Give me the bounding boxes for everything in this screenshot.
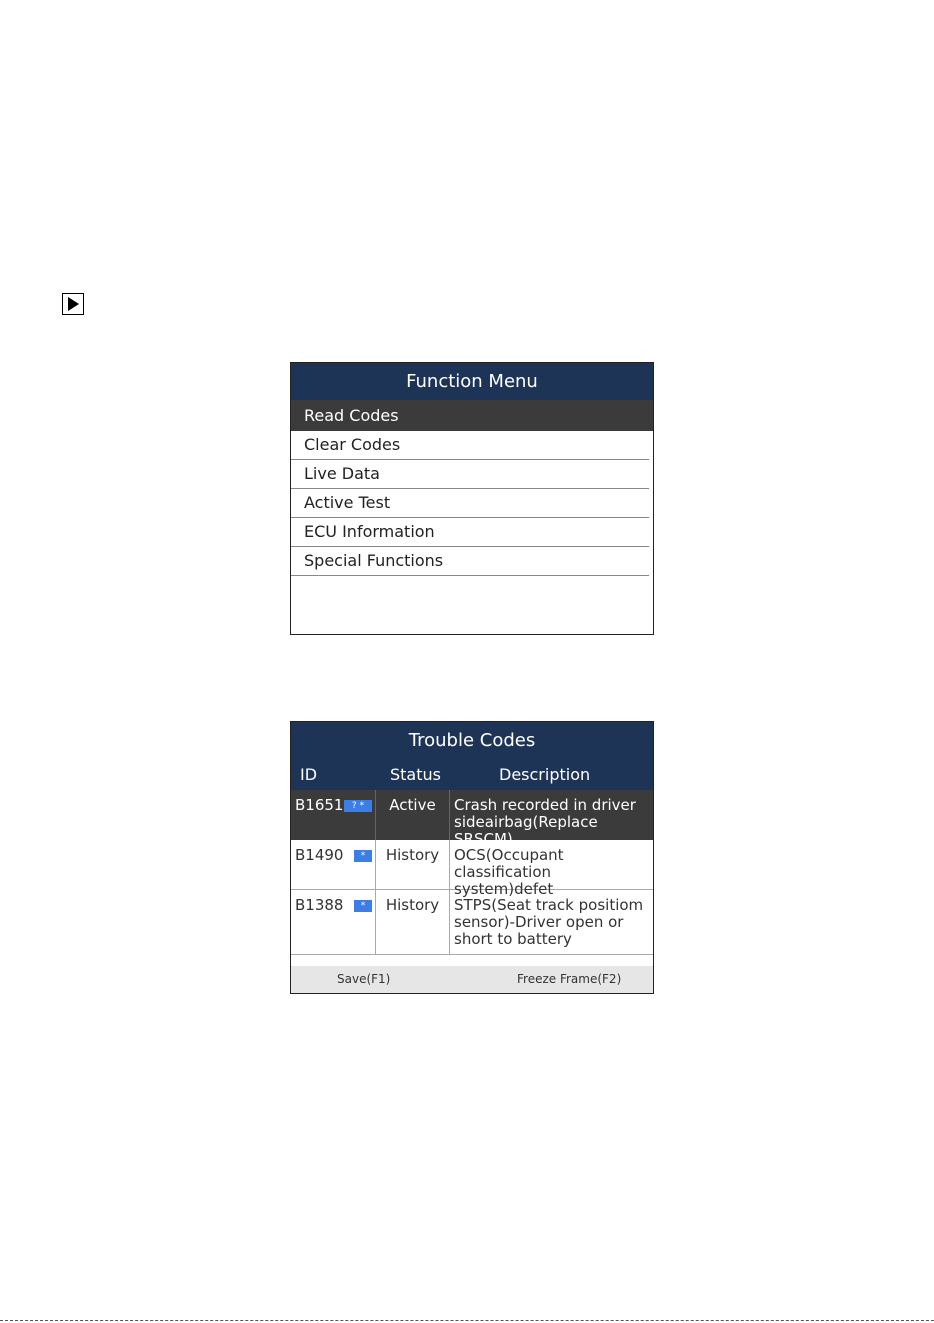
code-status: History [376,840,450,889]
table-row[interactable] [291,890,653,955]
menu-item-active-test[interactable]: Active Test [291,489,649,518]
description-line: Crash recorded in driver [454,796,636,814]
code-id: B1388 [295,896,344,914]
code-description [450,840,653,898]
play-bullet-icon [62,293,84,315]
function-key-bar [291,966,653,993]
column-header-status: Status [390,765,441,784]
menu-item-read-codes[interactable]: Read Codes [291,400,653,431]
code-id-cell [291,790,376,840]
code-id: B1490 [295,846,344,864]
star-badge-icon: * [354,850,372,862]
star-badge-icon: * [354,900,372,912]
save-button[interactable]: Save(F1) [337,972,391,986]
table-row[interactable] [291,790,653,848]
code-id-cell [291,840,376,889]
question-star-badge-icon [344,800,372,812]
menu-item-special-functions[interactable]: Special Functions [291,547,649,576]
menu-item-ecu-information[interactable]: ECU Information [291,518,649,547]
code-description [450,890,653,954]
table-header [291,759,653,790]
menu-item-clear-codes[interactable]: Clear Codes [291,431,649,460]
description-line: sideairbag(Replace SRSCM) [454,813,598,848]
freeze-frame-button[interactable]: Freeze Frame(F2) [517,972,622,986]
trouble-codes-title: Trouble Codes [291,722,653,759]
code-description [450,790,653,848]
trouble-codes-screen [290,721,654,994]
code-id: B1651 [295,796,344,814]
function-menu-title: Function Menu [291,363,653,400]
description-line: OCS(Occupant [454,846,564,864]
page-bottom-rule [0,1320,934,1321]
column-header-description: Description [499,765,591,784]
function-menu-screen [290,362,654,635]
table-row[interactable] [291,840,653,898]
menu-item-live-data[interactable]: Live Data [291,460,649,489]
code-status: Active [376,790,450,840]
code-id-cell [291,890,376,954]
description-line: classification system)defet [454,863,554,898]
description-line: sensor)-Driver open or [454,913,624,931]
star-badge: * [359,801,365,811]
description-line: short to battery [454,930,572,948]
column-header-id: ID [300,765,318,784]
description-line: STPS(Seat track positiom [454,896,644,914]
code-status: History [376,890,450,954]
question-badge: ? [351,801,357,811]
